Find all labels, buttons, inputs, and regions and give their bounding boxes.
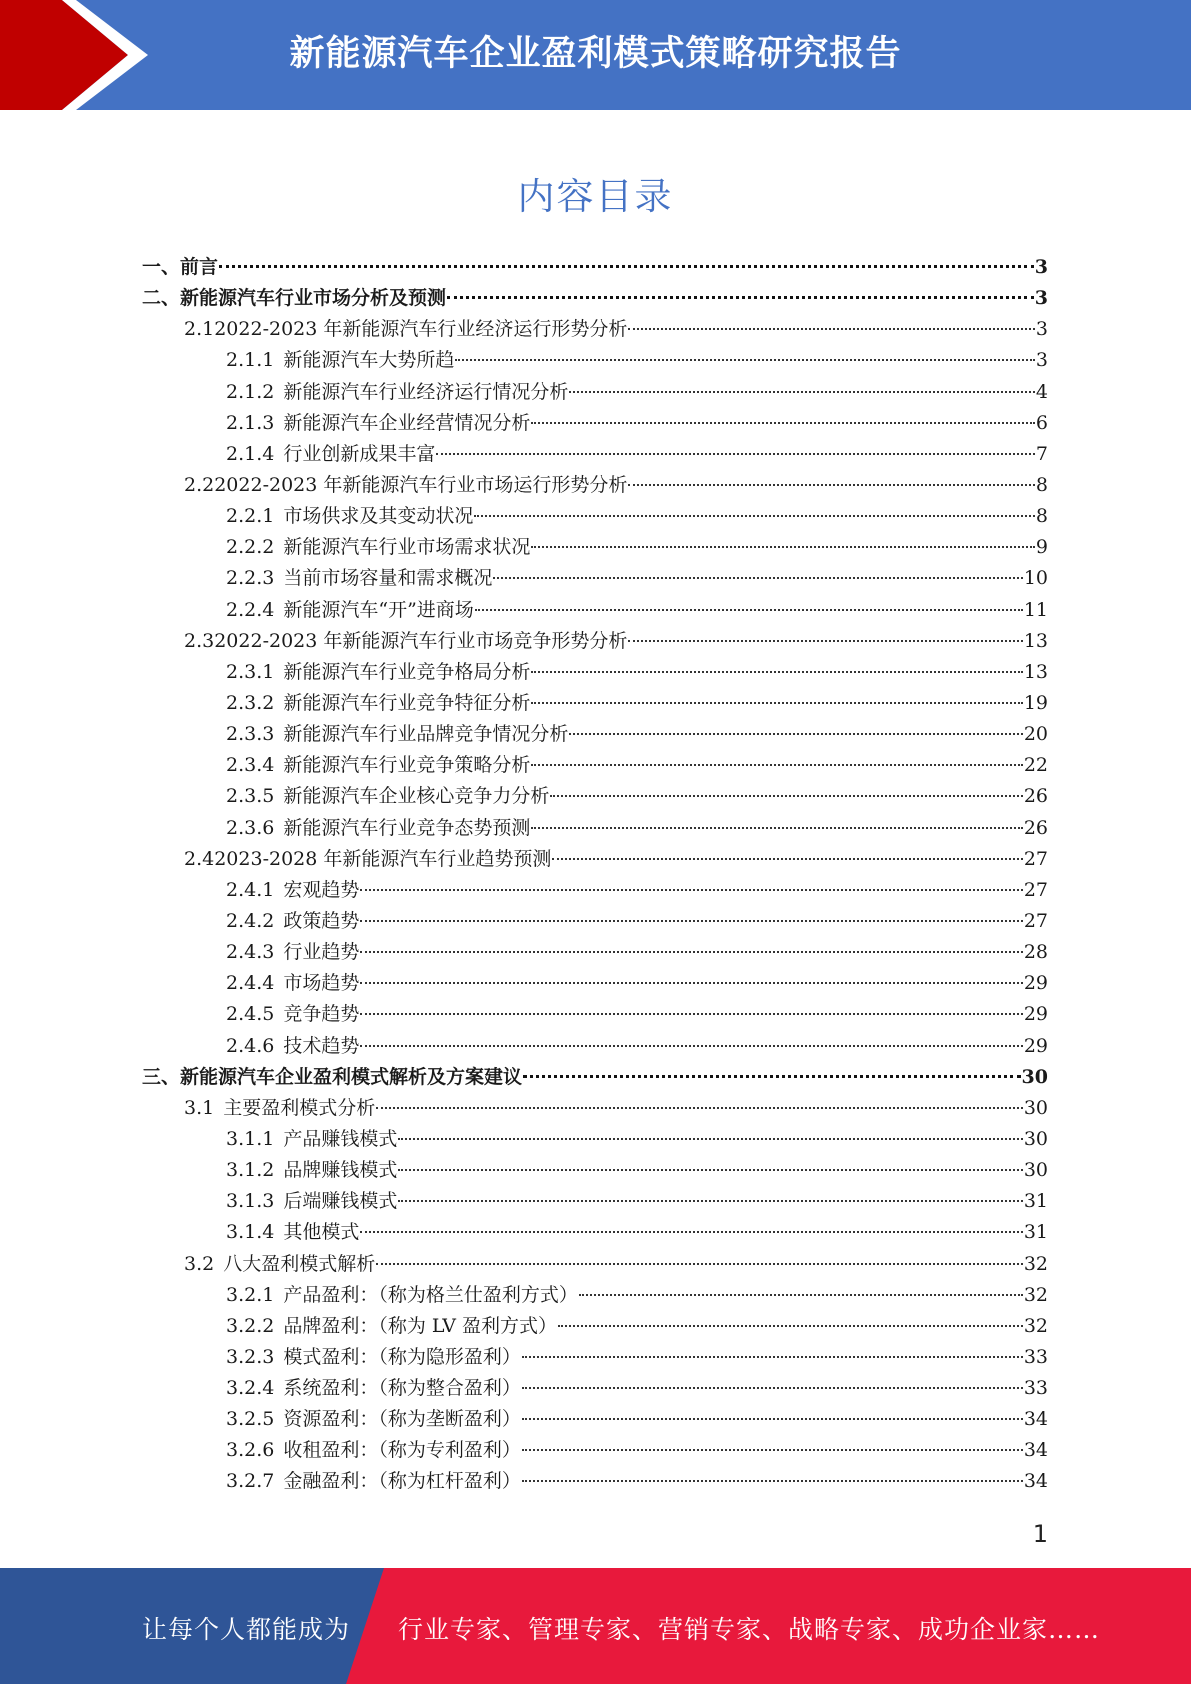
toc-entry[interactable] [142,1435,1048,1466]
toc-entry-number: 2.3.6 [226,816,275,839]
toc-entry[interactable] [142,1311,1048,1342]
toc-dot-leader [522,1387,1023,1389]
toc-entry[interactable] [142,1155,1048,1186]
toc-entry-title: 新能源汽车企业核心竞争力分析 [283,785,550,808]
report-title: 新能源汽车企业盈利模式策略研究报告 [289,34,902,74]
toc-entry-page: 30 [1023,1159,1048,1182]
toc-dot-leader [531,671,1022,673]
toc-entry-number: 2.4.3 [226,941,275,964]
toc-entry[interactable] [142,595,1048,626]
toc-entry-page: 32 [1023,1252,1048,1275]
toc-entry-title: 金融盈利：（称为杠杆盈利） [283,1470,521,1493]
toc-entry-title: 前言 [180,256,219,278]
toc-entry[interactable] [142,1124,1048,1155]
toc-dot-leader [552,858,1022,860]
toc-entry[interactable] [142,377,1048,408]
toc-entry-number: 一、 [142,256,181,278]
toc-entry-title: 新能源汽车企业盈利模式解析及方案建议 [180,1065,523,1088]
toc-entry[interactable] [142,937,1048,968]
toc-entry-number: 二、 [142,287,181,310]
toc-dot-leader [569,733,1022,735]
toc-dot-leader [455,359,1035,361]
toc-entry-page: 3 [1034,256,1048,278]
toc-entry-page: 30 [1023,1127,1048,1150]
toc-dot-leader [398,1169,1022,1171]
toc-dot-leader [493,577,1022,579]
toc-entry-number: 3.1.4 [226,1221,275,1244]
toc-dot-leader [579,1294,1023,1296]
toc-dot-leader [522,1356,1023,1358]
toc-entry-title: 2022-2023 年新能源汽车行业经济运行形势分析 [214,318,628,341]
toc-entry-number: 2.2.1 [226,505,275,528]
toc-entry-title: 产品盈利：（称为格兰仕盈利方式） [283,1283,578,1306]
toc-entry[interactable] [142,252,1048,283]
toc-entry-page: 29 [1023,972,1048,995]
toc-entry-page: 3 [1034,287,1048,310]
toc-entry-number: 3.2 [184,1252,215,1275]
toc-entry-page: 27 [1023,847,1048,870]
toc-entry-title: 政策趋势 [283,909,360,932]
toc-entry-page: 34 [1023,1439,1048,1462]
toc-entry-page: 20 [1023,723,1048,746]
toc-entry-number: 2.2 [184,473,215,496]
toc-entry-page: 34 [1023,1470,1048,1493]
toc-dot-leader [360,951,1022,953]
toc-entry-number: 3.2.6 [226,1439,275,1462]
toc-entry-number: 2.3.3 [226,723,275,746]
toc-entry-number: 2.2.2 [226,536,275,559]
toc-entry-number: 2.2.3 [226,567,275,590]
toc-entry-number: 3.2.4 [226,1377,275,1400]
toc-dot-leader [475,609,1023,611]
toc-entry-title: 新能源汽车行业品牌竞争情况分析 [283,723,569,746]
toc-entry-number: 三、 [142,1065,181,1088]
footer-slogan-right: 行业专家、管理专家、营销专家、战略专家、成功企业家…… [398,1615,1101,1644]
toc-dot-leader [376,1107,1023,1109]
toc-entry[interactable] [142,657,1048,688]
toc-entry-number: 2.4.5 [226,1003,275,1026]
toc-entry[interactable] [142,750,1048,781]
toc-entry-title: 2022-2023 年新能源汽车行业市场运行形势分析 [214,473,628,496]
toc-entry-number: 3.1.1 [226,1127,275,1150]
toc-entry[interactable] [142,532,1048,563]
toc-entry-number: 2.4.1 [226,878,275,901]
toc-entry[interactable] [142,314,1048,345]
toc-entry-page: 29 [1023,1003,1048,1026]
toc-entry-number: 2.3.2 [226,691,275,714]
toc-dot-leader [531,764,1022,766]
table-of-contents [142,252,1048,1498]
toc-entry[interactable] [142,813,1048,844]
toc-entry-number: 2.4.4 [226,972,275,995]
toc-entry-title: 品牌盈利：（称为 LV 盈利方式） [283,1314,558,1337]
toc-entry[interactable] [142,1466,1048,1497]
toc-entry[interactable] [142,688,1048,719]
toc-entry-title: 新能源汽车“开”进商场 [283,598,474,621]
toc-dot-leader [360,889,1022,891]
toc-dot-leader [474,515,1035,517]
toc-dot-leader [398,1138,1022,1140]
toc-entry[interactable] [142,501,1048,532]
toc-entry-title: 2023-2028 年新能源汽车行业趋势预测 [214,847,552,870]
toc-entry-page: 32 [1023,1283,1048,1306]
toc-entry-number: 2.3.4 [226,754,275,777]
toc-entry-page: 27 [1023,909,1048,932]
toc-entry-number: 3.2.2 [226,1314,275,1337]
toc-dot-leader [628,640,1022,642]
toc-entry-title: 新能源汽车行业竞争态势预测 [283,816,531,839]
toc-entry-page: 26 [1023,816,1048,839]
toc-entry-page: 9 [1035,536,1048,559]
toc-entry-title: 新能源汽车行业竞争策略分析 [283,754,531,777]
toc-entry[interactable] [142,1031,1048,1062]
toc-entry-page: 31 [1023,1190,1048,1213]
toc-entry-page: 7 [1035,442,1048,465]
toc-entry-page: 6 [1035,411,1048,434]
toc-entry-title: 市场趋势 [283,972,360,995]
toc-dot-leader [628,484,1035,486]
toc-entry[interactable] [142,1186,1048,1217]
toc-entry[interactable] [142,1280,1048,1311]
toc-entry-title: 市场供求及其变动状况 [283,505,474,528]
toc-entry[interactable] [142,345,1048,376]
toc-entry-page: 30 [1023,1096,1048,1119]
toc-entry-title: 其他模式 [283,1221,360,1244]
toc-entry-page: 13 [1023,629,1048,652]
toc-entry-title: 新能源汽车行业竞争格局分析 [283,660,531,683]
toc-entry-title: 2022-2023 年新能源汽车行业市场竞争形势分析 [214,629,628,652]
toc-entry[interactable] [142,1093,1048,1124]
toc-entry[interactable] [142,719,1048,750]
toc-entry[interactable] [142,470,1048,501]
toc-entry-page: 19 [1023,691,1048,714]
toc-entry[interactable] [142,408,1048,439]
toc-entry[interactable] [142,1217,1048,1248]
toc-dot-leader [360,1013,1022,1015]
toc-entry-number: 3.1.2 [226,1159,275,1182]
toc-entry-page: 10 [1023,567,1048,590]
toc-entry-title: 后端赚钱模式 [283,1190,398,1213]
toc-entry[interactable] [142,1342,1048,1373]
toc-entry-title: 行业趋势 [283,941,360,964]
toc-dot-leader [436,453,1035,455]
toc-entry-page: 33 [1023,1377,1048,1400]
toc-entry-title: 系统盈利：（称为整合盈利） [283,1377,521,1400]
toc-entry-page: 8 [1035,473,1048,496]
toc-entry-number: 3.2.5 [226,1408,275,1431]
toc-entry[interactable] [142,906,1048,937]
toc-entry-number: 2.2.4 [226,598,275,621]
toc-entry-page: 13 [1023,660,1048,683]
toc-entry-page: 34 [1023,1408,1048,1431]
toc-entry-title: 竞争趋势 [283,1003,360,1026]
toc-entry[interactable] [142,563,1048,594]
toc-dot-leader [523,1075,1021,1078]
toc-entry[interactable] [142,844,1048,875]
toc-entry-title: 行业创新成果丰富 [283,442,436,465]
toc-dot-leader [376,1263,1023,1265]
toc-entry-title: 当前市场容量和需求概况 [283,567,493,590]
toc-entry-title: 收租盈利：（称为专利盈利） [283,1439,521,1462]
toc-entry-page: 3 [1035,349,1048,372]
toc-dot-leader [522,1480,1023,1482]
toc-entry-number: 3.2.7 [226,1470,275,1493]
toc-entry-title: 新能源汽车行业市场需求状况 [283,536,531,559]
toc-entry[interactable] [142,283,1048,314]
toc-entry[interactable] [142,1373,1048,1404]
toc-entry-title: 新能源汽车企业经营情况分析 [283,411,531,434]
toc-entry[interactable] [142,781,1048,812]
toc-dot-leader [398,1200,1022,1202]
toc-entry[interactable] [142,1062,1048,1093]
toc-entry-number: 2.4.6 [226,1034,275,1057]
toc-entry-page: 22 [1023,754,1048,777]
toc-entry-page: 32 [1023,1314,1048,1337]
toc-entry-title: 技术趋势 [283,1034,360,1057]
toc-entry-number: 2.1 [184,318,215,341]
header-arrow-decoration [0,0,160,110]
toc-dot-leader [522,1449,1023,1451]
toc-entry[interactable] [142,626,1048,657]
toc-dot-leader [219,265,1034,268]
toc-entry-number: 2.1.3 [226,411,275,434]
toc-entry-number: 2.3.5 [226,785,275,808]
footer-slogan-left: 让每个人都能成为 [142,1615,351,1644]
toc-entry-number: 2.3 [184,629,215,652]
toc-entry-number: 2.1.2 [226,380,275,403]
toc-dot-leader [447,296,1034,299]
toc-dot-leader [531,827,1022,829]
toc-entry-page: 33 [1023,1345,1048,1368]
toc-dot-leader [531,702,1022,704]
toc-entry-number: 2.4.2 [226,909,275,932]
toc-entry-page: 31 [1023,1221,1048,1244]
toc-entry-number: 3.2.3 [226,1345,275,1368]
toc-entry-title: 新能源汽车行业竞争特征分析 [283,691,531,714]
toc-entry-title: 新能源汽车行业经济运行情况分析 [283,380,569,403]
toc-entry-number: 3.1.3 [226,1190,275,1213]
header-banner [0,0,1191,110]
page-number: 1 [1032,1520,1048,1548]
toc-entry-title: 新能源汽车大势所趋 [283,349,455,372]
toc-entry[interactable] [142,439,1048,470]
toc-entry-number: 2.1.4 [226,442,275,465]
toc-entry[interactable] [142,1404,1048,1435]
toc-entry-title: 产品赚钱模式 [283,1127,398,1150]
toc-entry-page: 29 [1023,1034,1048,1057]
toc-dot-leader [569,391,1035,393]
toc-entry[interactable] [142,875,1048,906]
toc-entry-title: 宏观趋势 [283,878,360,901]
toc-entry[interactable] [142,968,1048,999]
toc-entry-page: 11 [1023,598,1048,621]
toc-entry-number: 2.3.1 [226,660,275,683]
toc-dot-leader [531,546,1035,548]
toc-entry-page: 4 [1035,380,1048,403]
toc-entry[interactable] [142,999,1048,1030]
toc-entry-title: 模式盈利：（称为隐形盈利） [283,1345,521,1368]
toc-entry-page: 8 [1035,505,1048,528]
toc-dot-leader [531,422,1035,424]
toc-dot-leader [360,1231,1022,1233]
toc-entry-number: 2.1.1 [226,349,275,372]
toc-entry-page: 28 [1023,941,1048,964]
toc-entry[interactable] [142,1249,1048,1280]
toc-title: 内容目录 [517,175,674,218]
toc-dot-leader [558,1325,1023,1327]
toc-entry-page: 3 [1035,318,1048,341]
toc-entry-page: 26 [1023,785,1048,808]
toc-entry-title: 八大盈利模式解析 [223,1252,376,1275]
toc-dot-leader [360,1045,1022,1047]
toc-entry-number: 2.4 [184,847,215,870]
toc-entry-title: 新能源汽车行业市场分析及预测 [180,287,447,310]
toc-entry-title: 资源盈利：（称为垄断盈利） [283,1408,521,1431]
toc-dot-leader [360,982,1022,984]
toc-entry-page: 27 [1023,878,1048,901]
toc-entry-number: 3.1 [184,1096,215,1119]
toc-entry-title: 品牌赚钱模式 [283,1159,398,1182]
toc-entry-number: 3.2.1 [226,1283,275,1306]
toc-dot-leader [522,1418,1023,1420]
toc-dot-leader [628,328,1035,330]
toc-entry-title: 主要盈利模式分析 [223,1096,376,1119]
toc-dot-leader [360,920,1022,922]
toc-entry-page: 30 [1021,1065,1048,1088]
toc-dot-leader [550,795,1022,797]
footer-banner [0,1568,1191,1684]
